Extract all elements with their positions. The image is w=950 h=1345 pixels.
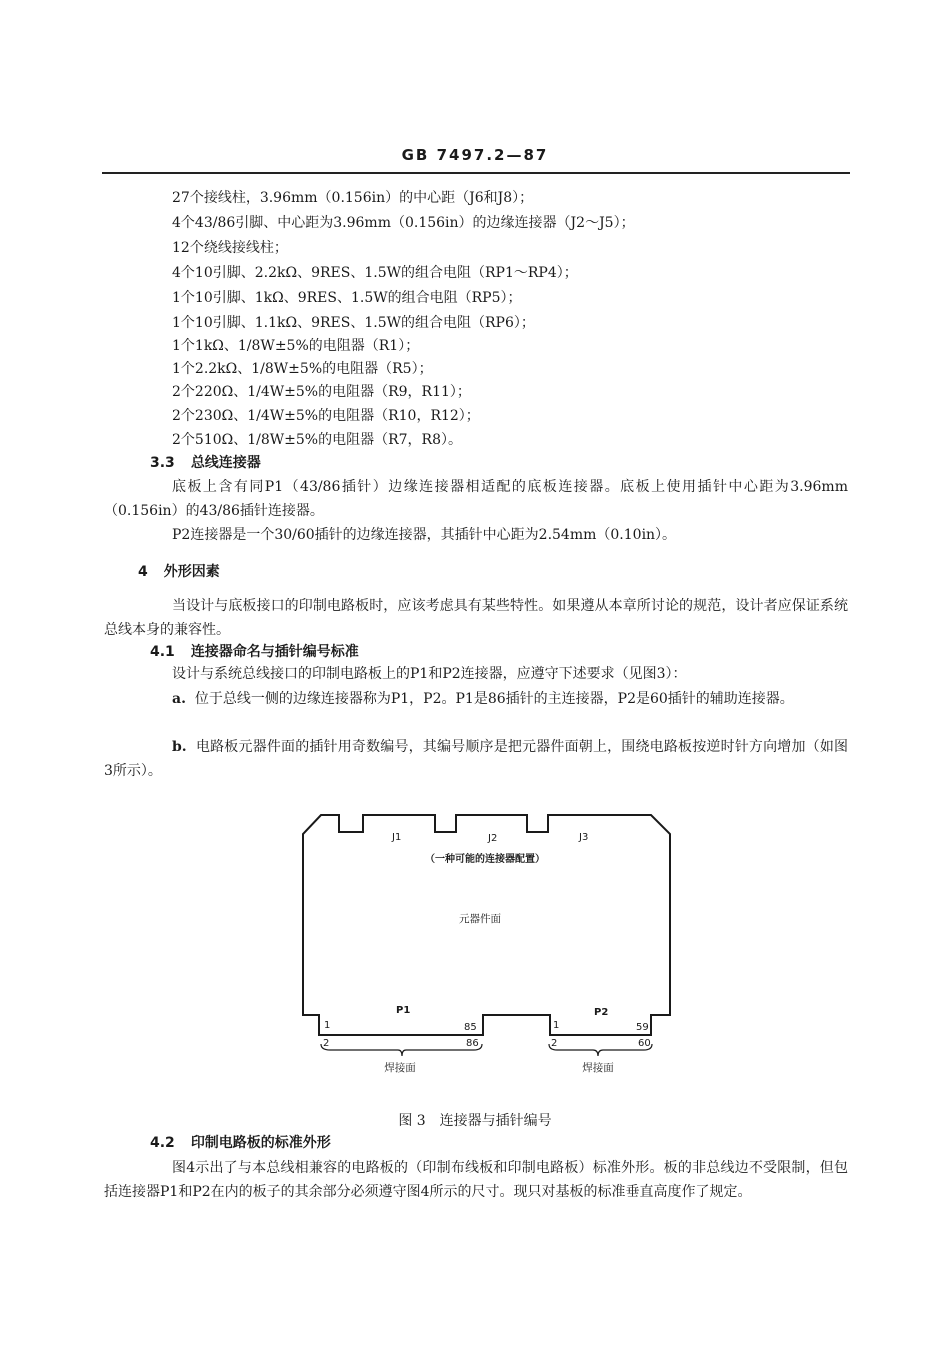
component-line: 1个10引脚、1.1kΩ、9RES、1.5W的组合电阻（RP6）；: [172, 315, 535, 331]
p2-pin-last-bottom: 60: [638, 1038, 651, 1049]
item-label: b.: [172, 739, 187, 755]
component-line: 1个1kΩ、1/8W±5%的电阻器（R1）；: [172, 338, 420, 354]
component-line: 4个10引脚、2.2kΩ、9RES、1.5W的组合电阻（RP1～RP4）；: [172, 265, 578, 281]
section-4-1-intro: 设计与系统总线接口的印制电路板上的P1和P2连接器，应遵守下述要求（见图3）：: [172, 666, 687, 682]
section-number: 4.1: [150, 644, 175, 660]
p1-solder-brace: [321, 1044, 482, 1056]
board-outline: [303, 815, 670, 1035]
component-line: 2个510Ω、1/8W±5%的电阻器（R7，R8）。: [172, 432, 462, 448]
component-line: 27个接线柱，3.96mm（0.156in）的中心距（J6和J8）；: [172, 190, 534, 206]
p2-pin-last-top: 59: [636, 1022, 649, 1033]
j1-label: J1: [392, 832, 402, 843]
section-number: 4.2: [150, 1135, 175, 1151]
p2-label: P2: [594, 1007, 609, 1018]
solder-side-label-p2: 焊接面: [582, 1062, 614, 1074]
component-line: 2个230Ω、1/4W±5%的电阻器（R10，R12）；: [172, 408, 480, 424]
section-4-2-paragraph: 图4示出了与本总线相兼容的电路板的（印制布线板和印制电路板）标准外形。板的非总线边不受限制，但包括连接器P1和P2在内的板子的其余部分必须遵守图4所示的尺寸。现只对基板的标准垂直高度作了规定。: [104, 1160, 848, 1200]
section-4-paragraph: 当设计与底板接口的印制电路板时，应该考虑具有某些特性。如果遵从本章所讨论的规范，设计者应保证系统总线本身的兼容性。: [104, 598, 848, 638]
figure-3-caption: [0, 1110, 950, 1130]
section-title: 总线连接器: [190, 455, 261, 471]
p1-pin-last-top: 85: [464, 1022, 477, 1033]
component-line: 4个43/86引脚、中心距为3.96mm（0.156in）的边缘连接器（J2～J5）；: [172, 215, 635, 231]
section-number: 3.3: [150, 455, 175, 471]
figure-title: 连接器与插针编号: [439, 1113, 552, 1129]
section-title: 外形因素: [163, 564, 220, 580]
p2-pin-first-top: 1: [553, 1020, 560, 1031]
section-title: 连接器命名与插针编号标准: [190, 644, 359, 660]
p1-pin-last-bottom: 86: [466, 1038, 479, 1049]
section-4-2-heading: [150, 1133, 331, 1153]
solder-side-label-p1: 焊接面: [384, 1062, 416, 1074]
figure-number: 图 3: [398, 1113, 426, 1129]
j2-label: J2: [488, 833, 498, 844]
connector-config-note: （一种可能的连接器配置）: [425, 854, 545, 865]
standard-code-header: GB 7497.2—87: [401, 146, 549, 164]
section-number: 4: [138, 564, 148, 580]
section-3-3-paragraph-1: 底板上含有同P1（43/86插针）边缘连接器相适配的底板连接器。底板上使用插针中心距为3.96mm（0.156in）的43/86插针连接器。: [104, 479, 848, 519]
component-line: 12个绕线接线柱；: [172, 240, 288, 256]
p1-pin-first-top: 1: [324, 1020, 331, 1031]
component-side-label: 元器件面: [459, 913, 501, 925]
component-line: 2个220Ω、1/4W±5%的电阻器（R9，R11）；: [172, 384, 471, 400]
section-3-3-paragraph-2: P2连接器是一个30/60插针的边缘连接器，其插针中心距为2.54mm（0.10in）。: [172, 527, 677, 543]
item-label: a.: [172, 691, 186, 707]
item-text: 位于总线一侧的边缘连接器称为P1，P2。P1是86插针的主连接器，P2是60插针的辅助连接器。: [194, 691, 794, 707]
component-line: 1个2.2kΩ、1/8W±5%的电阻器（R5）；: [172, 361, 433, 377]
item-text: 电路板元器件面的插针用奇数编号，其编号顺序是把元器件面朝上，围绕电路板按逆时针方向增加（如图3所示）。: [104, 739, 848, 779]
j3-label: J3: [579, 832, 589, 843]
section-title: 印制电路板的标准外形: [190, 1135, 331, 1151]
component-line: 1个10引脚、1kΩ、9RES、1.5W的组合电阻（RP5）；: [172, 290, 522, 306]
p1-label: P1: [396, 1005, 411, 1016]
p1-pin-first-bottom: 2: [323, 1038, 330, 1049]
p2-solder-brace: [549, 1044, 652, 1056]
p2-pin-first-bottom: 2: [551, 1038, 558, 1049]
